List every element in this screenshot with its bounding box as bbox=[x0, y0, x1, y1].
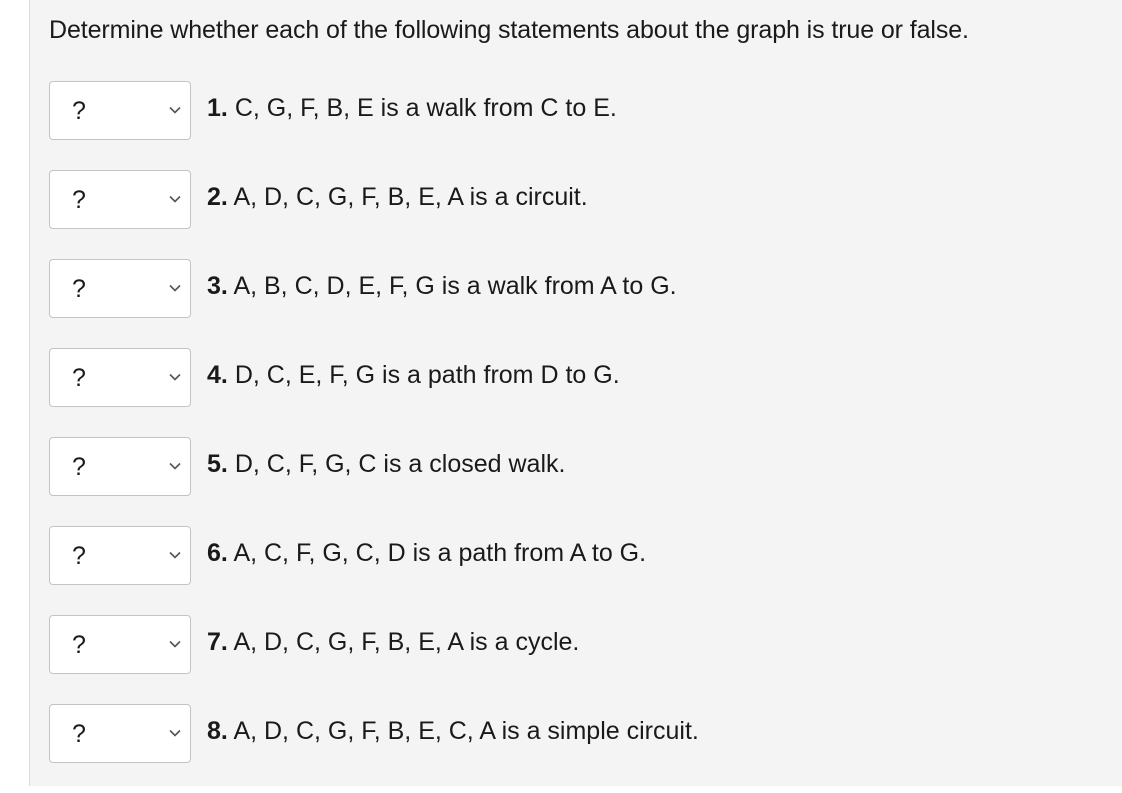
chevron-down-icon bbox=[169, 551, 181, 559]
answer-select-3[interactable] bbox=[49, 259, 191, 318]
select-value: ? bbox=[72, 631, 86, 659]
question-prompt: Determine whether each of the following statements about the graph is true or false. bbox=[49, 16, 969, 44]
chevron-down-icon bbox=[169, 195, 181, 203]
statement-number: 5. bbox=[207, 450, 228, 478]
statement-text-8 bbox=[207, 717, 699, 746]
answer-select-6[interactable] bbox=[49, 526, 191, 585]
chevron-down-icon bbox=[169, 729, 181, 737]
statement-text-6 bbox=[207, 539, 646, 568]
chevron-down-icon bbox=[169, 284, 181, 292]
chevron-down-icon bbox=[169, 462, 181, 470]
select-value: ? bbox=[72, 542, 86, 570]
statement-body: C, G, F, B, E is a walk from C to E. bbox=[234, 94, 617, 122]
statement-row-4 bbox=[49, 348, 699, 437]
statement-text-4 bbox=[207, 361, 620, 390]
answer-select-1[interactable] bbox=[49, 81, 191, 140]
statement-row-7 bbox=[49, 615, 699, 704]
statement-text-3 bbox=[207, 272, 677, 301]
statement-row-2 bbox=[49, 170, 699, 259]
statement-body: A, C, F, G, C, D is a path from A to G. bbox=[233, 539, 647, 567]
answer-select-7[interactable] bbox=[49, 615, 191, 674]
chevron-down-icon bbox=[169, 640, 181, 648]
question-panel bbox=[29, 0, 1122, 786]
statement-number: 7. bbox=[207, 628, 228, 656]
statement-row-3 bbox=[49, 259, 699, 348]
statement-row-5 bbox=[49, 437, 699, 526]
chevron-down-icon bbox=[169, 373, 181, 381]
statement-body: A, D, C, G, F, B, E, A is a circuit. bbox=[233, 183, 588, 211]
select-value: ? bbox=[72, 364, 86, 392]
statement-number: 6. bbox=[207, 539, 228, 567]
answer-select-4[interactable] bbox=[49, 348, 191, 407]
select-value: ? bbox=[72, 275, 86, 303]
statement-number: 8. bbox=[207, 717, 228, 745]
statement-list bbox=[49, 81, 699, 793]
statement-number: 1. bbox=[207, 94, 228, 122]
statement-body: A, B, C, D, E, F, G is a walk from A to G. bbox=[233, 272, 677, 300]
statement-row-8 bbox=[49, 704, 699, 793]
answer-select-5[interactable] bbox=[49, 437, 191, 496]
statement-text-2 bbox=[207, 183, 588, 212]
chevron-down-icon bbox=[169, 106, 181, 114]
statement-body: A, D, C, G, F, B, E, C, A is a simple circuit. bbox=[233, 717, 699, 745]
select-value: ? bbox=[72, 720, 86, 748]
statement-number: 4. bbox=[207, 361, 228, 389]
select-value: ? bbox=[72, 186, 86, 214]
statement-body: D, C, E, F, G is a path from D to G. bbox=[234, 361, 620, 389]
statement-body: D, C, F, G, C is a closed walk. bbox=[234, 450, 566, 478]
select-value: ? bbox=[72, 453, 86, 481]
answer-select-2[interactable] bbox=[49, 170, 191, 229]
statement-number: 3. bbox=[207, 272, 228, 300]
statement-text-5 bbox=[207, 450, 565, 479]
statement-text-1 bbox=[207, 94, 617, 123]
statement-text-7 bbox=[207, 628, 579, 657]
select-value: ? bbox=[72, 97, 86, 125]
statement-row-1 bbox=[49, 81, 699, 170]
statement-body: A, D, C, G, F, B, E, A is a cycle. bbox=[233, 628, 580, 656]
statement-row-6 bbox=[49, 526, 699, 615]
answer-select-8[interactable] bbox=[49, 704, 191, 763]
statement-number: 2. bbox=[207, 183, 228, 211]
